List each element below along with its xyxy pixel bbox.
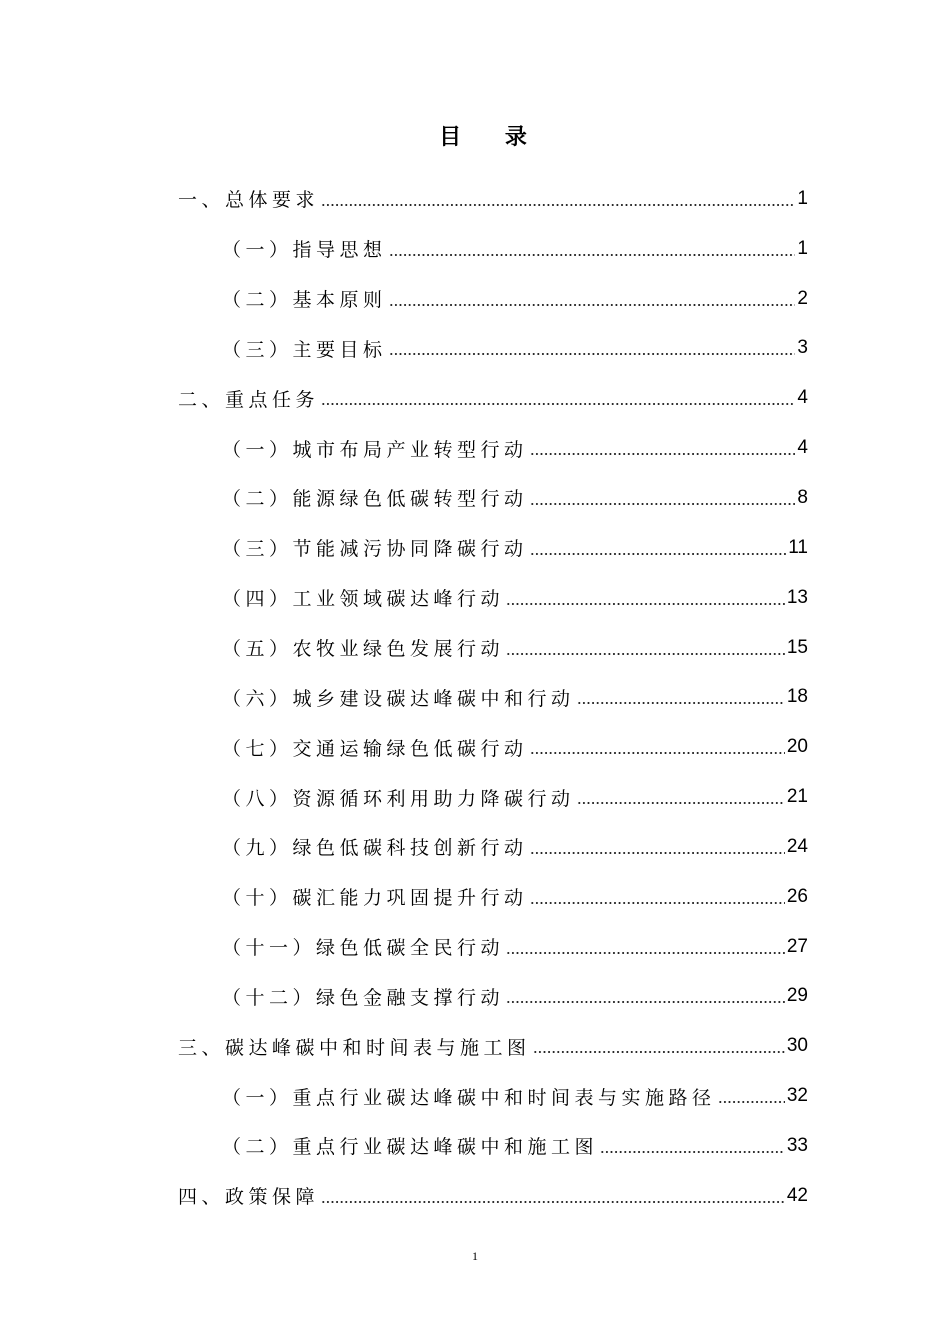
toc-dot-leader	[321, 401, 795, 407]
toc-dot-leader	[600, 1149, 785, 1155]
toc-dot-leader	[530, 750, 785, 756]
toc-entry-page-number: 4	[797, 437, 808, 459]
toc-dot-leader	[506, 651, 785, 657]
toc-entry-label: （二）能源绿色低碳转型行动	[222, 488, 528, 511]
toc-entry-page-number: 3	[797, 337, 808, 359]
toc-entry-label: 三、碳达峰碳中和时间表与施工图	[178, 1036, 531, 1059]
toc-entry[interactable]	[178, 1121, 808, 1171]
toc-entry[interactable]	[178, 373, 808, 423]
toc-entry[interactable]	[178, 972, 808, 1022]
toc-dot-leader	[530, 451, 796, 457]
toc-entry[interactable]	[178, 872, 808, 922]
toc-entry-page-number: 32	[786, 1085, 808, 1107]
toc-entry-label: （二）重点行业碳达峰碳中和施工图	[222, 1136, 599, 1159]
toc-entry-label: （三）节能减污协同降碳行动	[222, 538, 528, 561]
toc-dot-leader	[577, 700, 785, 706]
toc-entry[interactable]	[178, 174, 808, 224]
toc-dot-leader	[389, 252, 796, 258]
toc-entry-page-number: 15	[786, 636, 808, 658]
toc-entry-label: （五）农牧业绿色发展行动	[222, 638, 505, 661]
toc-entry[interactable]	[178, 772, 808, 822]
toc-entry-label: （一）重点行业碳达峰碳中和时间表与实施路径	[222, 1086, 716, 1109]
toc-entry-page-number: 30	[786, 1035, 808, 1057]
toc-entry-page-number: 42	[786, 1184, 808, 1206]
toc-entry-label: 四、政策保障	[178, 1186, 320, 1209]
toc-dot-leader	[506, 999, 785, 1005]
toc-entry[interactable]	[178, 423, 808, 473]
toc-entry[interactable]	[178, 672, 808, 722]
toc-dot-leader	[533, 1049, 785, 1055]
toc-entry[interactable]	[178, 224, 808, 274]
toc-dot-leader	[530, 900, 785, 906]
toc-dot-leader	[530, 850, 785, 856]
toc-entry[interactable]	[178, 922, 808, 972]
toc-entry-label: （八）资源循环利用助力降碳行动	[222, 787, 575, 810]
toc-entry[interactable]	[178, 324, 808, 374]
toc-entry-label: （四）工业领域碳达峰行动	[222, 588, 505, 611]
footer-page-number: 1	[472, 1249, 478, 1263]
toc-entry-label: （六）城乡建设碳达峰碳中和行动	[222, 687, 575, 710]
toc-entry[interactable]	[178, 573, 808, 623]
toc-dot-leader	[389, 351, 796, 357]
table-of-contents	[178, 174, 808, 1221]
toc-dot-leader	[530, 501, 796, 507]
toc-dot-leader	[530, 551, 787, 557]
toc-entry-label: （三）主要目标	[222, 338, 387, 361]
toc-dot-leader	[718, 1099, 785, 1105]
toc-entry[interactable]	[178, 722, 808, 772]
toc-entry-label: （七）交通运输绿色低碳行动	[222, 737, 528, 760]
toc-entry[interactable]	[178, 822, 808, 872]
toc-entry-label: （九）绿色低碳科技创新行动	[222, 837, 528, 860]
toc-entry-label: 二、重点任务	[178, 388, 320, 411]
toc-entry[interactable]	[178, 623, 808, 673]
toc-dot-leader	[506, 950, 785, 956]
toc-entry[interactable]	[178, 1071, 808, 1121]
toc-entry-page-number: 29	[786, 985, 808, 1007]
toc-entry-page-number: 11	[788, 536, 808, 558]
toc-entry-page-number: 21	[786, 786, 808, 808]
toc-title: 目 录	[439, 125, 545, 150]
toc-entry[interactable]	[178, 274, 808, 324]
toc-dot-leader	[577, 800, 785, 806]
toc-dot-leader	[321, 202, 795, 208]
toc-entry-page-number: 8	[797, 486, 808, 508]
toc-entry-page-number: 24	[786, 835, 808, 857]
toc-entry[interactable]	[178, 523, 808, 573]
toc-entry-label: （二）基本原则	[222, 289, 387, 312]
toc-entry-label: （十二）绿色金融支撑行动	[222, 986, 505, 1009]
toc-entry-page-number: 20	[786, 736, 808, 758]
toc-dot-leader	[321, 1199, 785, 1205]
toc-entry-label: （十一）绿色低碳全民行动	[222, 937, 505, 960]
toc-entry-label: （十）碳汇能力巩固提升行动	[222, 887, 528, 910]
toc-dot-leader	[506, 601, 785, 607]
toc-entry-page-number: 13	[786, 586, 808, 608]
toc-entry-page-number: 33	[786, 1134, 808, 1156]
toc-entry-page-number: 26	[786, 885, 808, 907]
toc-entry-page-number: 4	[797, 387, 808, 409]
toc-entry-page-number: 27	[786, 935, 808, 957]
toc-entry-page-number: 2	[797, 287, 808, 309]
toc-entry[interactable]	[178, 1171, 808, 1221]
toc-entry-page-number: 18	[786, 686, 808, 708]
toc-entry-page-number: 1	[797, 237, 808, 259]
toc-entry[interactable]	[178, 1021, 808, 1071]
toc-entry-label: 一、总体要求	[178, 189, 320, 212]
toc-entry-page-number: 1	[797, 187, 808, 209]
toc-dot-leader	[389, 302, 796, 308]
toc-entry-label: （一）城市布局产业转型行动	[222, 438, 528, 461]
toc-entry[interactable]	[178, 473, 808, 523]
toc-entry-label: （一）指导思想	[222, 239, 387, 262]
